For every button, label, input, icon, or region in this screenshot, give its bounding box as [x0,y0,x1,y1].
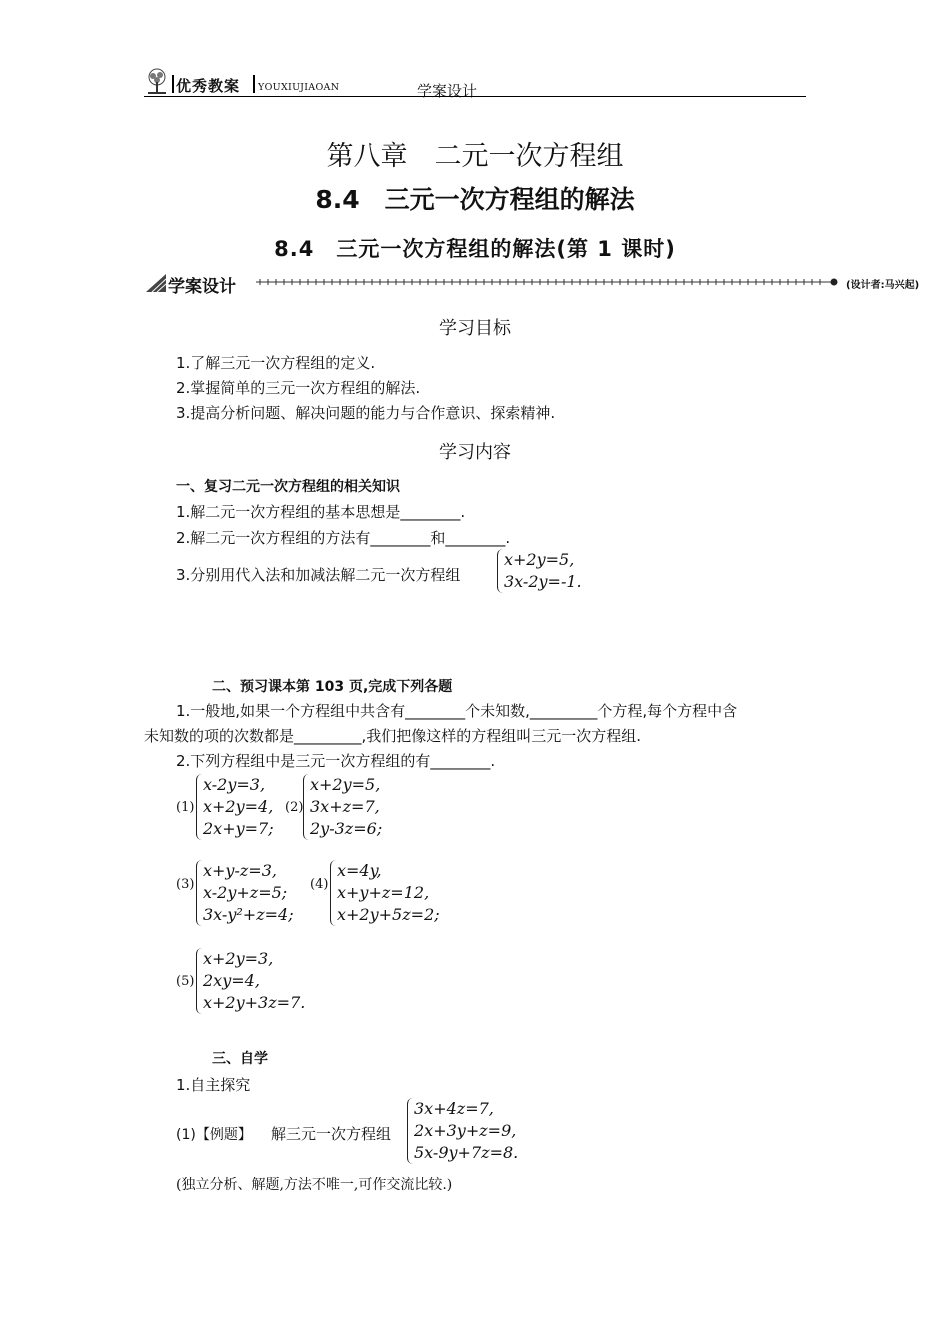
equation: x+y-z=3, [203,861,277,880]
equation: 2x+3y+z=9, [414,1121,517,1140]
design-dotted-rule [256,276,838,288]
objectives-heading: 学习目标 [439,318,511,339]
example-text: 解三元一次方程组 [271,1125,392,1143]
example-system [407,1098,518,1164]
brand-english: YOUXIUJIAOAN [258,82,340,93]
equation: x+2y+3z=7. [203,993,306,1012]
part1-q3: 3.分别用代入法和加减法解二元一次方程组 [176,566,461,584]
header-rule [144,96,806,97]
equation: 3x+4z=7, [414,1099,494,1118]
system-label: (1) [176,800,195,815]
lesson-title: 8.4 三元一次方程组的解法(第 1 课时) [274,237,676,261]
chapter-title: 第八章 二元一次方程组 [326,141,624,172]
section-title: 8.4 三元一次方程组的解法 [315,185,635,214]
example-label: (1)【例题】 [176,1127,252,1143]
equation: x+2y+5z=2; [337,905,440,924]
part1-q3-system [497,549,582,593]
equation: x+2y=5, [504,550,575,569]
equation: 5x-9y+7z=8. [414,1143,519,1162]
tree-logo-icon [144,68,170,96]
equation: 3x-2y=-1. [504,572,582,591]
equation: x+y+z=12, [337,883,430,902]
equation: x+2y=5, [310,775,381,794]
system-4 [330,860,440,926]
designer-credit: (设计者:马兴起) [846,280,920,291]
objective-item: 1.了解三元一次方程组的定义. [176,354,376,372]
equation: x+2y=3, [203,949,274,968]
header-divider [172,75,174,93]
system-label: (5) [176,974,195,989]
system-label: (4) [310,877,329,892]
equation: x+2y=4, [203,797,274,816]
system-1 [196,774,274,840]
system-label: (3) [176,877,195,892]
system-3 [196,860,294,926]
brand-name: 优秀教案 [176,77,241,95]
equation: x-2y=3, [203,775,266,794]
equation: 3x+z=7, [310,797,380,816]
system-2 [303,774,382,840]
header-title: 学案设计 [417,82,478,100]
equation: 2x+y=7; [203,819,274,838]
part1-q2: 2.解二元一次方程组的方法有________和________. [176,529,511,547]
header-divider [253,75,255,93]
equation: 2y-3z=6; [310,819,383,838]
part2-q1-line1: 1.一般地,如果一个方程组中共含有________个未知数,_________个方程,每个方程中含 [176,702,738,720]
part3-title: 三、自学 [212,1051,268,1067]
part2-q2: 2.下列方程组中是三元一次方程组的有________. [176,752,496,770]
part1-title: 一、复习二元一次方程组的相关知识 [176,479,400,495]
system-label: (2) [285,800,304,815]
equation: x=4y, [337,861,382,880]
system-5 [196,948,305,1014]
equation: 2xy=4, [203,971,260,990]
part2-q1-line2: 未知数的项的次数都是_________,我们把像这样的方程组叫三元一次方程组. [144,727,642,745]
design-label: 学案设计 [168,277,236,297]
content-heading: 学习内容 [439,442,511,463]
objective-item: 3.提高分析问题、解决问题的能力与合作意识、探索精神. [176,404,556,422]
example-note: (独立分析、解题,方法不唯一,可作交流比较.) [176,1177,453,1193]
part3-sub1: 1.自主探究 [176,1076,251,1094]
design-bar-icon [146,274,166,292]
part1-q1: 1.解二元一次方程组的基本思想是________. [176,503,466,521]
equation: x-2y+z=5; [203,883,288,902]
part2-title: 二、预习课本第 103 页,完成下列各题 [212,679,453,695]
objective-item: 2.掌握简单的三元一次方程组的解法. [176,379,421,397]
equation: 3x-y²+z=4; [203,905,294,924]
